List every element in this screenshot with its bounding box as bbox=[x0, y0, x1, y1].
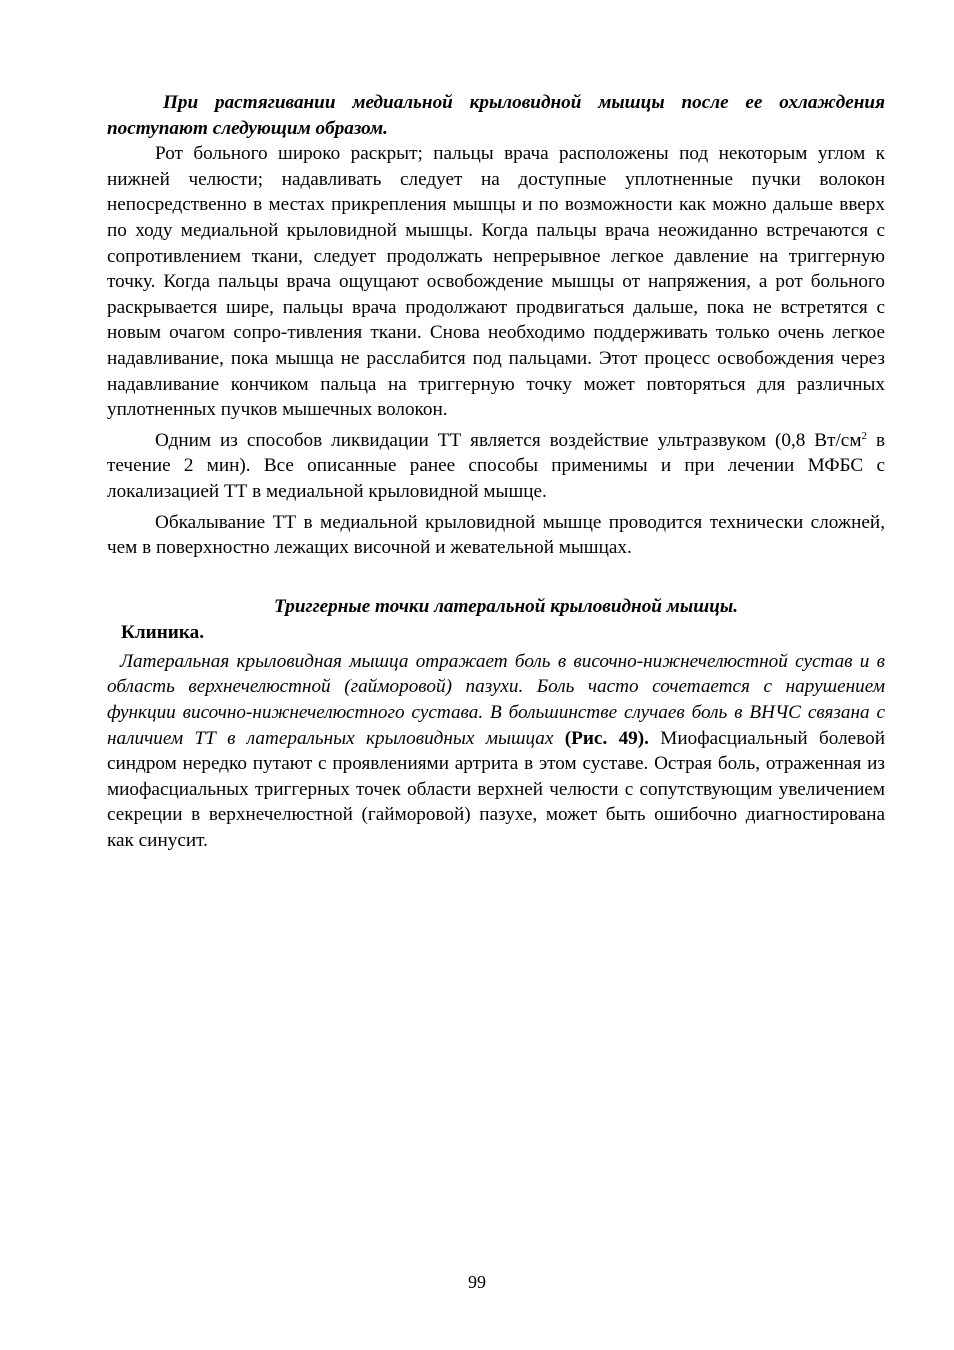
paragraph-clinic bbox=[107, 649, 885, 854]
paragraph-ultrasound bbox=[107, 428, 885, 505]
page-number: 99 bbox=[468, 1272, 486, 1292]
ultrasound-text: Одним из способов ликвидации ТТ является воздействие ультразвуком (0,8 Вт/см bbox=[155, 429, 862, 451]
paragraph-stretch-technique: Рот больного широко раскрыт; пальцы врача расположены под некоторым углом к нижней челюсти; надавливать следует на доступные уплотненные пучки волокон непосредственно в местах прикрепления мышцы и по возможности как можно дальше вверх по ходу медиальной крыловидной мышцы. Когда пальцы врача неожиданно встречаются с сопротивлением ткани, следует продолжать непрерывное легкое давление на триггерную точку. Когда пальцы врача ощущают освобождение мышцы от напряжения, а рот больного раскрывается шире, пальцы врача продолжают продвигаться дальше, пока не встретятся с новым очагом сопро-тивления ткани. Снова необходимо поддерживать только очень легкое надавливание, пока мышца не расслабится под пальцами. Этот процесс освобождения через надавливание кончиком пальца на триггерную точку может повторяться для различных уплотненных пучков мышечных волокон. bbox=[107, 143, 885, 421]
subheading-clinic: Клиника. bbox=[121, 622, 204, 644]
superscript-2: 2 bbox=[861, 429, 867, 442]
clinic-italic-text: Латеральная крыловидная мышца отражает боль в височно-нижнечелюстной сустав и в область верхнечелюстной (гайморовой) пазухи. Боль часто сочетается с нарушением функции височно-нижнечелюстного сустава. В большинстве случаев боль в ВНЧС связана с наличием ТТ в латеральных крыловидных мышцах bbox=[107, 650, 885, 749]
clinic-text: Миофасциальный болевой синдром нередко путают с проявлениями артрита в этом суставе. Острая боль, отраженная из миофасциальных триггерных точек области верхней челюсти с сопутствующим увеличением секреции в верхнечелюстной (гайморовой) пазухе, может быть ошибочно диагностирована как синусит. bbox=[107, 727, 885, 852]
spacer bbox=[107, 561, 885, 594]
paragraph-injection: Обкалывание ТТ в медиальной крыловидной мышце проводится технически сложней, чем в поверхностно лежащих височной и жевательной мышцах. bbox=[107, 511, 885, 559]
figure-reference: (Рис. 49). bbox=[564, 727, 649, 749]
section-heading-lateral-pterygoid: Триггерные точки латеральной крыловидной мышцы. bbox=[273, 595, 738, 617]
ultrasound-text-continued: в течение 2 мин). Все описанные ранее способы применимы и при лечении МФБС с локализацией ТТ в медиальной крыловидной мышце. bbox=[107, 429, 886, 502]
section-heading-medial-stretch: При растягивании медиальной крыловидной мышцы после ее охлаждения поступают следующим образом. bbox=[107, 92, 885, 139]
page-body bbox=[107, 90, 885, 854]
